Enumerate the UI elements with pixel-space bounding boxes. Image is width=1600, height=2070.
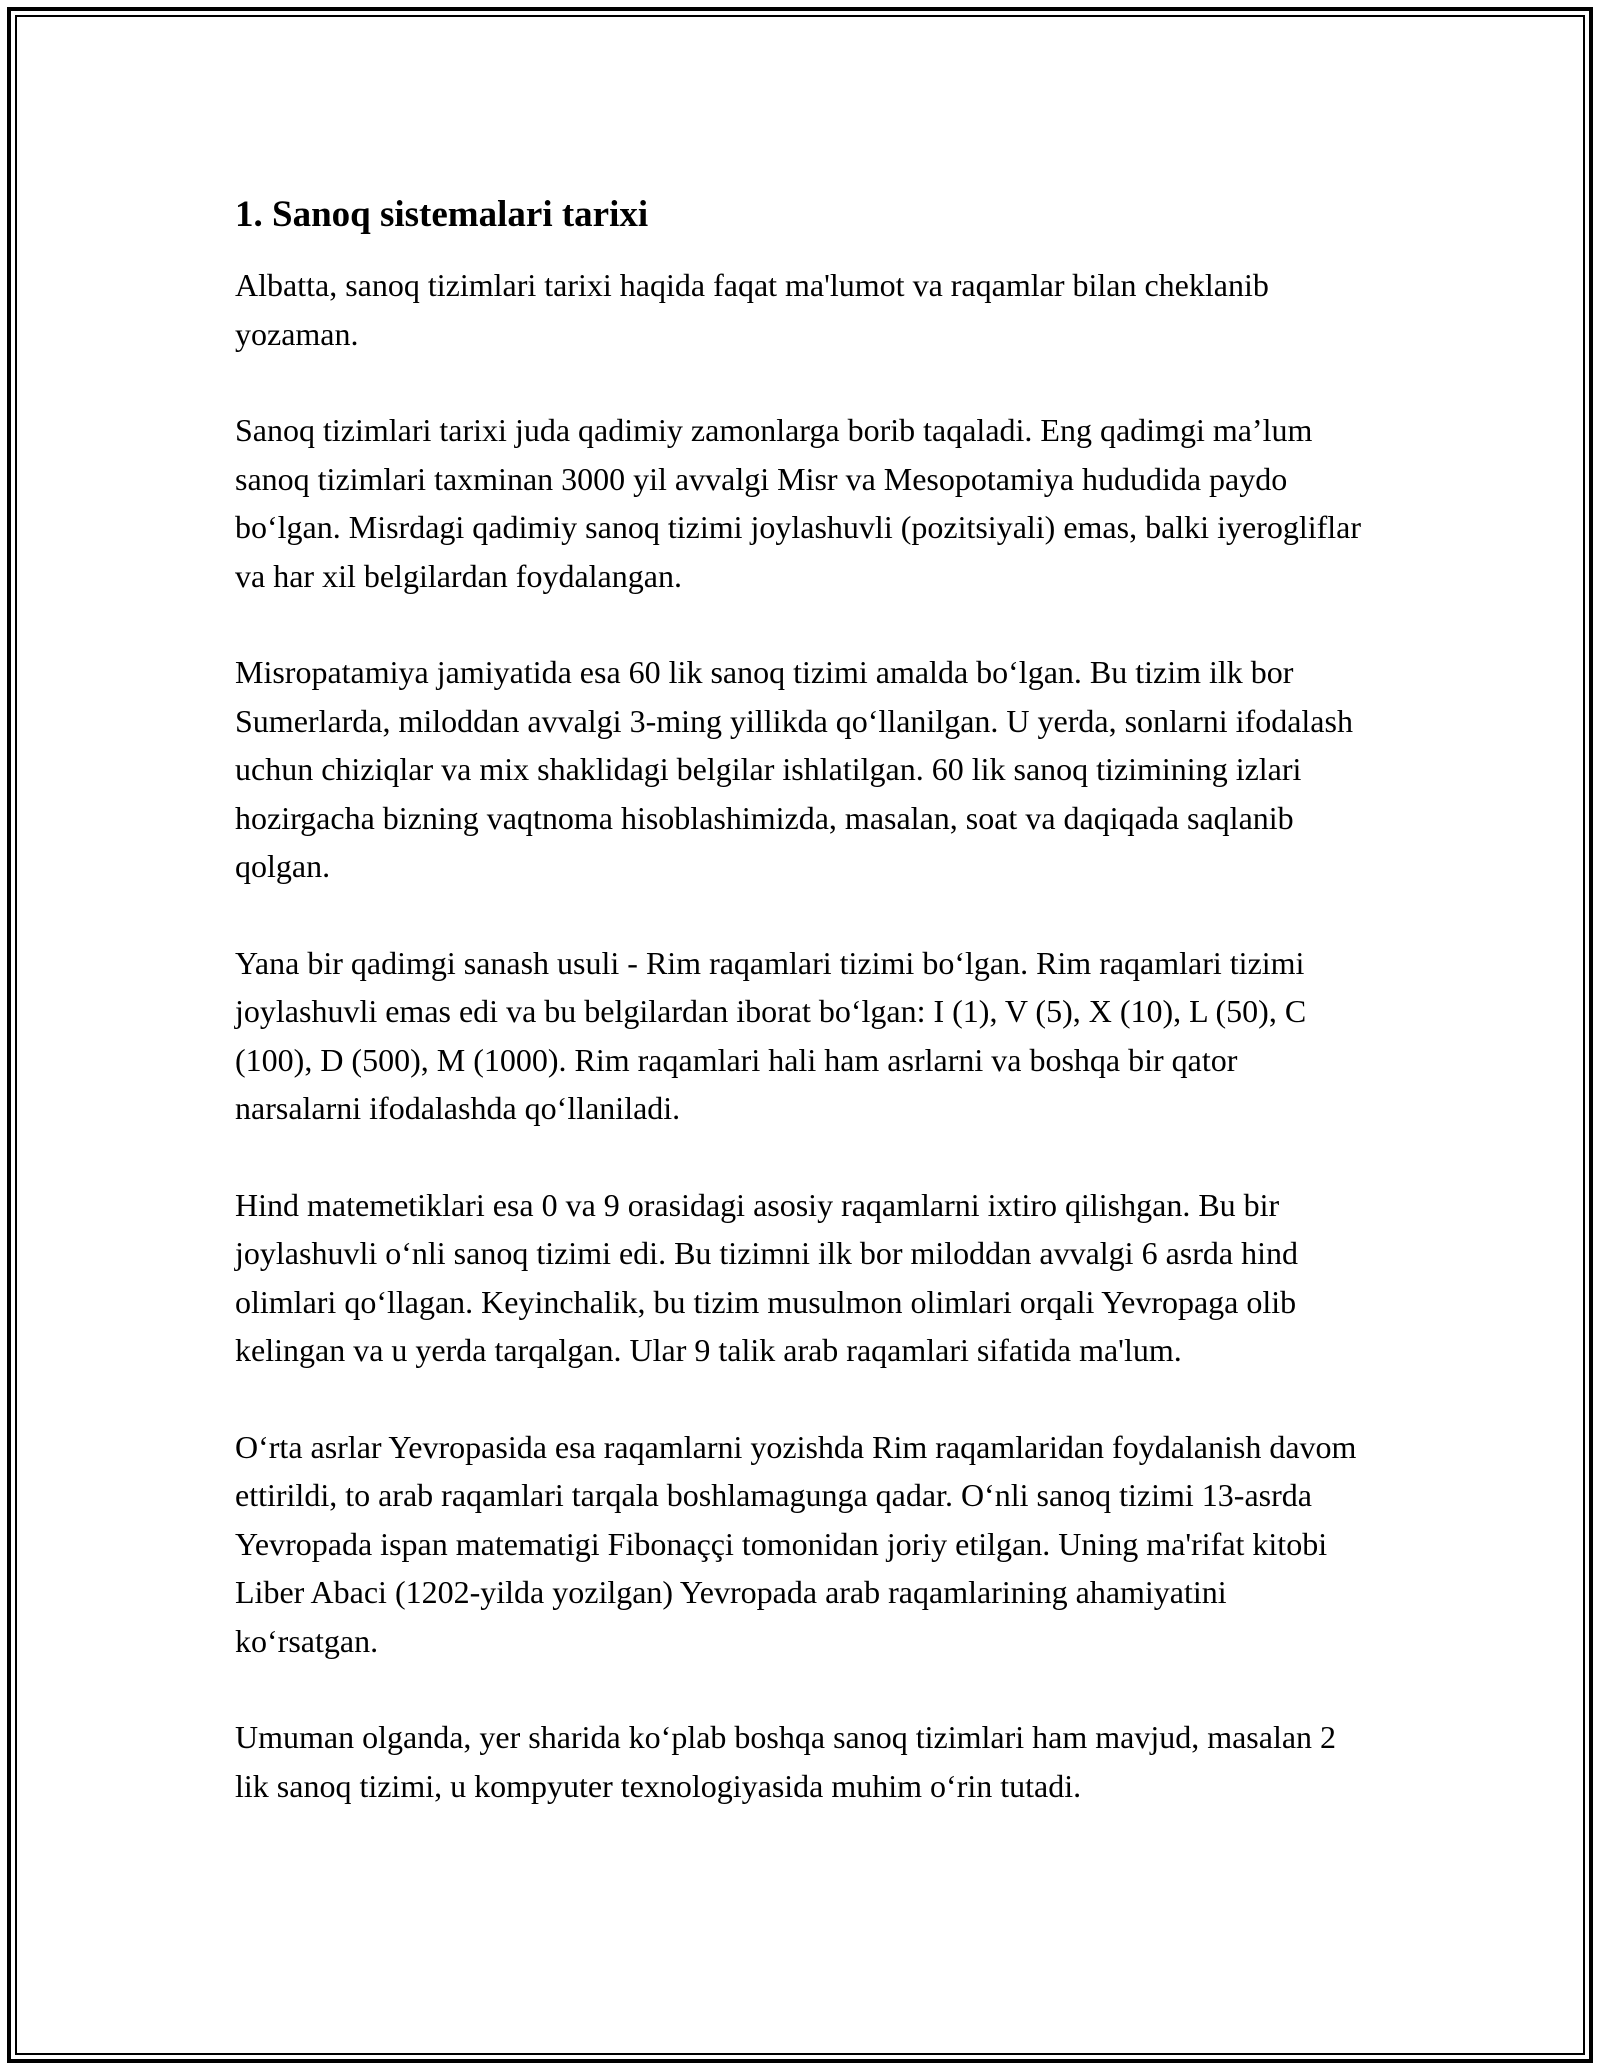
paragraph-medieval-europe: O‘rta asrlar Yevropasida esa raqamlarni yozishda Rim raqamlaridan foydalanish davom ettirildi, to arab raqamlari tarqala boshlamagunga qadar. O‘nli sanoq tizimi 13-asrda Yevropada ispan matematigi Fibonaççi tomonidan joriy etilgan. Uning ma'rifat kitobi Liber Abaci (1202-yilda yozilgan) Yevropada arab raqamlarining ahamiyatini ko‘rsatgan. bbox=[235, 1428, 1357, 1659]
paragraph-conclusion: Umuman olganda, yer sharida ko‘plab boshqa sanoq tizimlari ham mavjud, masalan 2 lik sanoq tizimi, u kompyuter texnologiyasida muhim o‘rin tutadi. bbox=[235, 1719, 1337, 1804]
paragraph-egypt-mesopotamia: Sanoq tizimlari tarixi juda qadimiy zamonlarga borib taqaladi. Eng qadimgi ma’lum sanoq tizimlari taxminan 3000 yil avvalgi Misr va Mesopotamiya hududida paydo bo‘lgan. Misrdagi qadimiy sanoq tizimi joylashuvli (pozitsiyali) emas, balki iyerogliflar va har xil belgilardan foydalangan. bbox=[235, 412, 1361, 594]
section-heading: 1. Sanoq sistemalari tarixi bbox=[235, 194, 649, 235]
paragraph-hindu-numerals: Hind matemetiklari esa 0 va 9 orasidagi asosiy raqamlarni ixtiro qilishgan. Bu bir joylashuvli o‘nli sanoq tizimi edi. Bu tizimni ilk bor miloddan avvalgi 6 asrda hind olimlari qo‘llagan. Keyinchalik, bu tizim musulmon olimlari orqali Yevropaga olib kelingan va u yerda tarqalgan. Ular 9 talik arab raqamlari sifatida ma'lum. bbox=[235, 1186, 1298, 1368]
paragraph-roman-numerals: Yana bir qadimgi sanash usuli - Rim raqamlari tizimi bo‘lgan. Rim raqamlari tizimi joylashuvli emas edi va bu belgilardan iborat bo‘lgan: I (1), V (5), X (10), L (50), C (100), D (500), M (1000). Rim raqamlari hali ham asrlarni va boshqa bir qator narsalarni ifodalashda qo‘llaniladi. bbox=[235, 944, 1307, 1126]
document-body bbox=[235, 186, 1370, 1858]
paragraph-intro: Albatta, sanoq tizimlari tarixi haqida faqat ma'lumot va raqamlar bilan cheklanib yozaman. bbox=[235, 267, 1269, 352]
paragraph-sexagesimal: Misropatamiya jamiyatida esa 60 lik sanoq tizimi amalda bo‘lgan. Bu tizim ilk bor Sumerlarda, miloddan avvalgi 3-ming yillikda qo‘llanilgan. U yerda, sonlarni ifodalash uchun chiziqlar va mix shaklidagi belgilar ishlatilgan. 60 lik sanoq tizimining izlari hozirgacha bizning vaqtnoma hisoblashimizda, masalan, soat va daqiqada saqlanib qolgan. bbox=[235, 654, 1353, 884]
